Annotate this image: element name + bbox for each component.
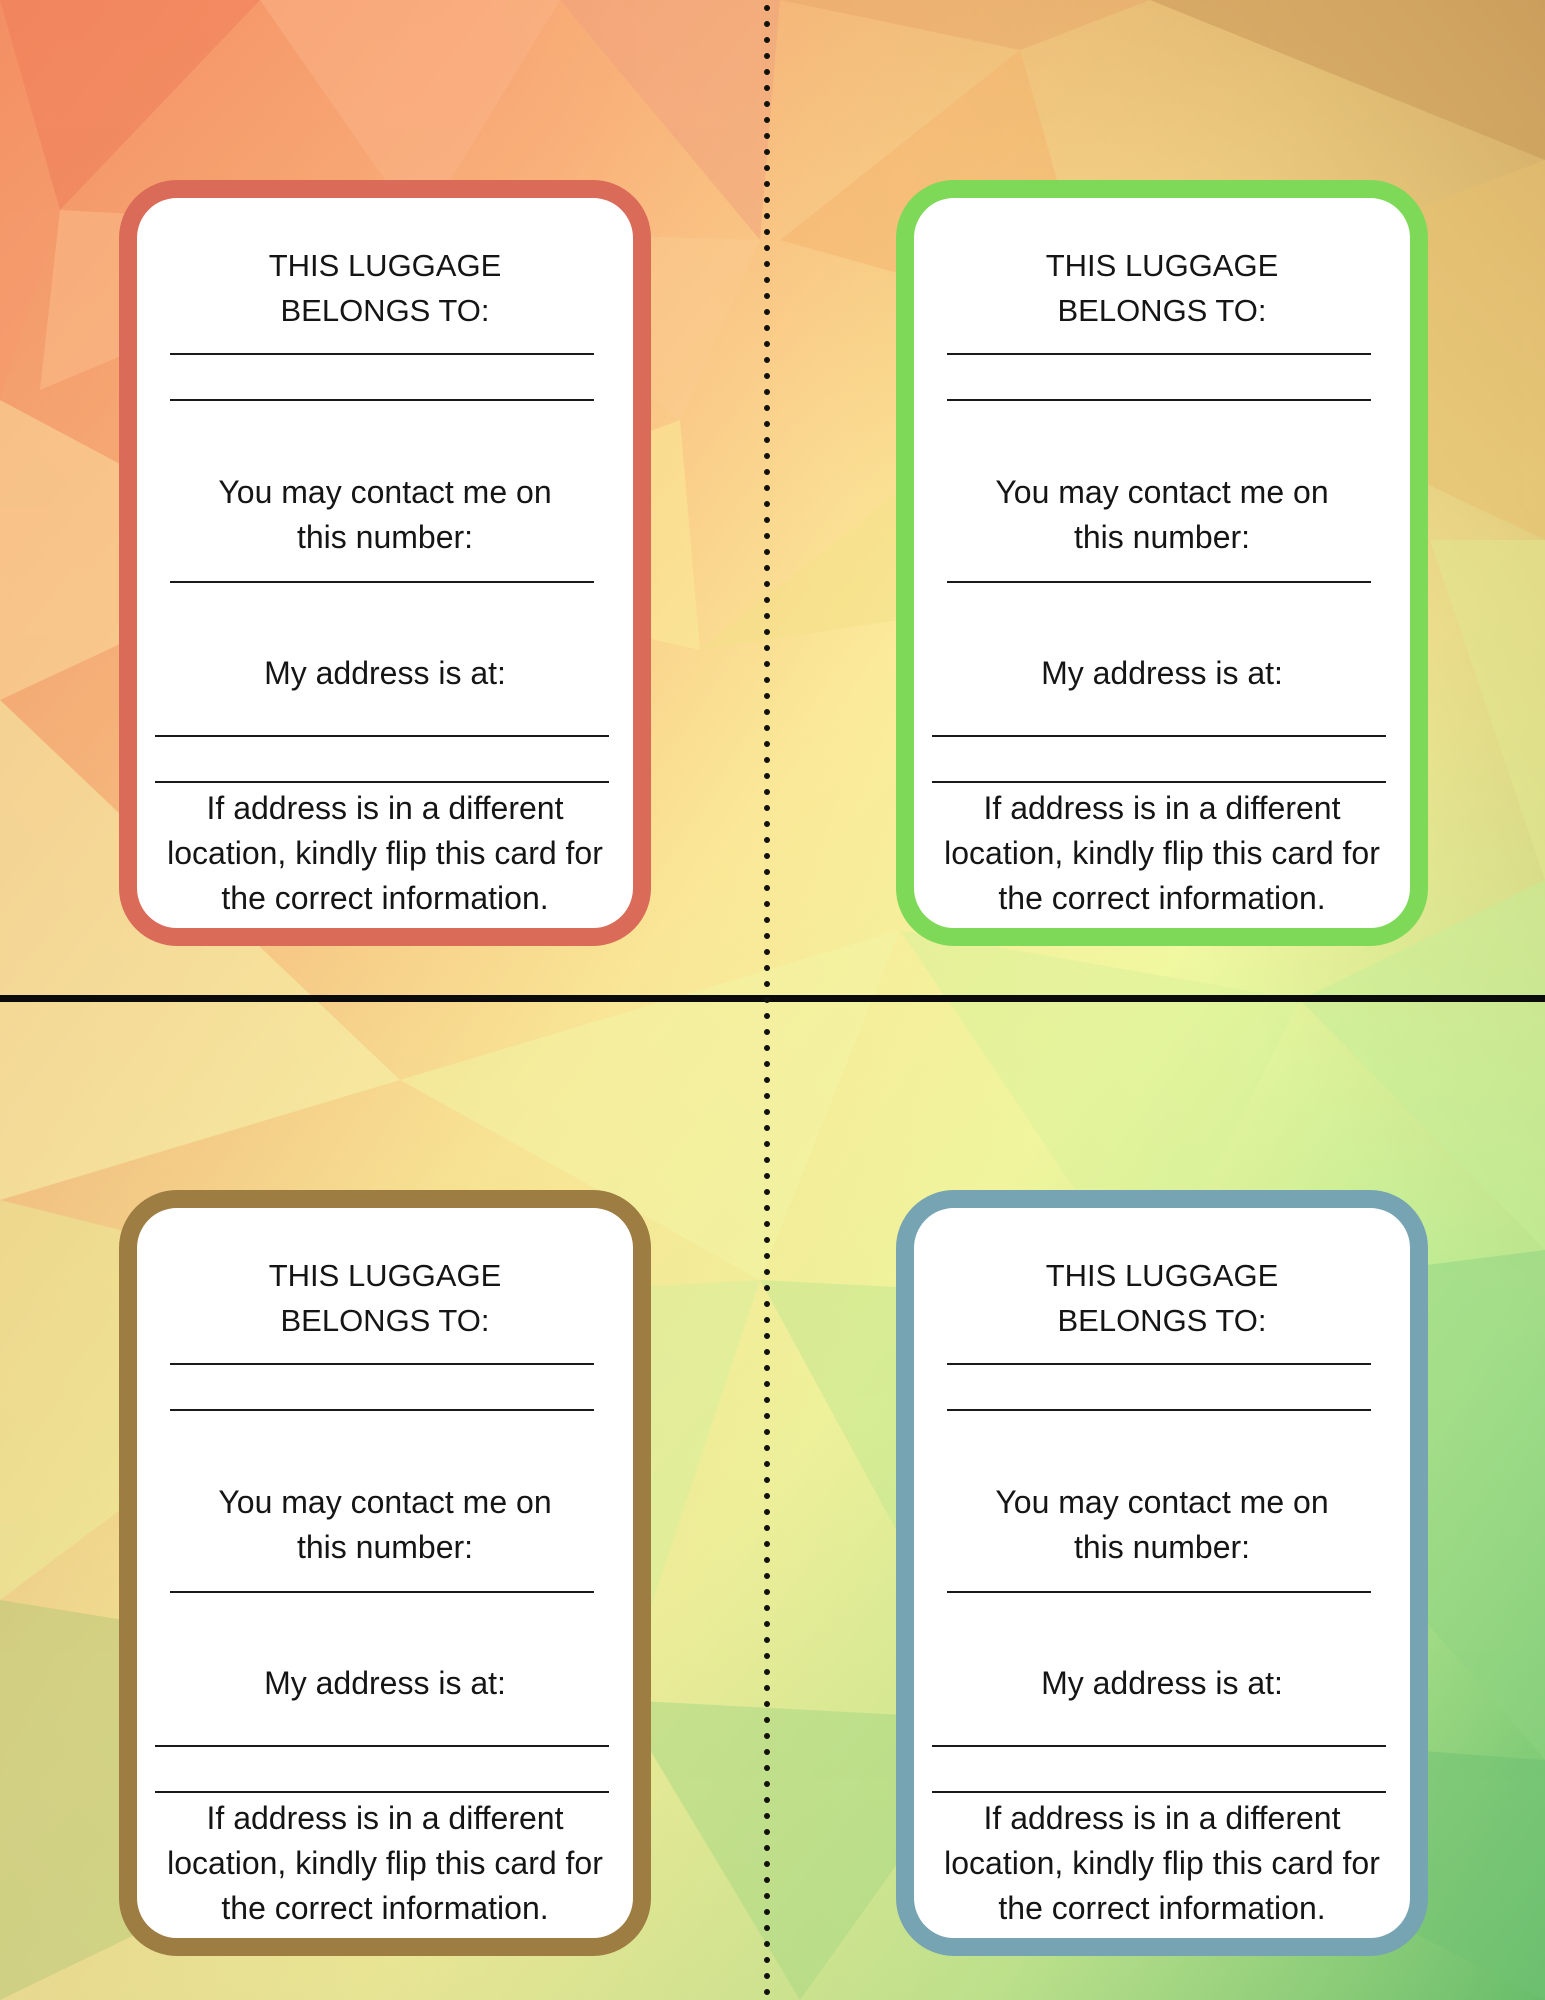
flip-card-note [914, 786, 1410, 921]
card-title [137, 1253, 633, 1343]
title-line-1: THIS LUGGAGE [268, 248, 502, 283]
flip-card-note [137, 1796, 633, 1931]
contact-line-2: this number: [1073, 1529, 1251, 1565]
note-line-1: If address is in a different [983, 790, 1341, 826]
phone-line[interactable] [170, 1591, 594, 1593]
flip-card-note [914, 1796, 1410, 1931]
address-line-1[interactable] [932, 1745, 1386, 1747]
flip-card-note [137, 786, 633, 921]
address-line-1[interactable] [155, 735, 609, 737]
note-line-3: the correct information. [998, 880, 1326, 916]
note-line-2: location, kindly flip this card for [167, 835, 603, 871]
phone-line[interactable] [947, 1591, 1371, 1593]
address-line-1[interactable] [932, 735, 1386, 737]
name-line-1[interactable] [170, 353, 594, 355]
horizontal-cut-line [0, 995, 1545, 1002]
luggage-tag-card-top-left [119, 180, 651, 946]
address-label: My address is at: [1041, 1665, 1283, 1701]
contact-line-1: You may contact me on [218, 474, 552, 510]
contact-label [914, 1480, 1410, 1570]
address-line-2[interactable] [932, 1791, 1386, 1793]
note-line-3: the correct information. [221, 880, 549, 916]
card-title [914, 243, 1410, 333]
title-line-2: BELONGS TO: [280, 1303, 490, 1338]
note-line-2: location, kindly flip this card for [944, 835, 1380, 871]
vertical-dotted-cut-line [763, 0, 771, 2000]
note-line-2: location, kindly flip this card for [167, 1845, 603, 1881]
name-line-1[interactable] [170, 1363, 594, 1365]
note-line-3: the correct information. [998, 1890, 1326, 1926]
luggage-tag-card-top-right [896, 180, 1428, 946]
contact-line-1: You may contact me on [995, 474, 1329, 510]
address-label: My address is at: [1041, 655, 1283, 691]
address-line-2[interactable] [155, 1791, 609, 1793]
title-line-1: THIS LUGGAGE [1045, 1258, 1279, 1293]
title-line-1: THIS LUGGAGE [268, 1258, 502, 1293]
note-line-1: If address is in a different [206, 1800, 564, 1836]
address-line-1[interactable] [155, 1745, 609, 1747]
title-line-2: BELONGS TO: [1057, 293, 1267, 328]
title-line-2: BELONGS TO: [280, 293, 490, 328]
name-line-2[interactable] [170, 1409, 594, 1411]
contact-line-1: You may contact me on [218, 1484, 552, 1520]
contact-line-2: this number: [296, 1529, 474, 1565]
address-label: My address is at: [264, 655, 506, 691]
note-line-1: If address is in a different [983, 1800, 1341, 1836]
luggage-tag-card-bottom-right [896, 1190, 1428, 1956]
card-title [137, 243, 633, 333]
contact-label [914, 470, 1410, 560]
contact-line-2: this number: [1073, 519, 1251, 555]
card-title [914, 1253, 1410, 1343]
luggage-tag-card-bottom-left [119, 1190, 651, 1956]
title-line-2: BELONGS TO: [1057, 1303, 1267, 1338]
address-line-2[interactable] [155, 781, 609, 783]
contact-line-1: You may contact me on [995, 1484, 1329, 1520]
address-line-2[interactable] [932, 781, 1386, 783]
contact-label [137, 1480, 633, 1570]
name-line-2[interactable] [947, 399, 1371, 401]
name-line-1[interactable] [947, 1363, 1371, 1365]
name-line-2[interactable] [947, 1409, 1371, 1411]
phone-line[interactable] [947, 581, 1371, 583]
name-line-1[interactable] [947, 353, 1371, 355]
title-line-1: THIS LUGGAGE [1045, 248, 1279, 283]
name-line-2[interactable] [170, 399, 594, 401]
address-label: My address is at: [264, 1665, 506, 1701]
contact-label [137, 470, 633, 560]
note-line-3: the correct information. [221, 1890, 549, 1926]
contact-line-2: this number: [296, 519, 474, 555]
note-line-2: location, kindly flip this card for [944, 1845, 1380, 1881]
phone-line[interactable] [170, 581, 594, 583]
note-line-1: If address is in a different [206, 790, 564, 826]
